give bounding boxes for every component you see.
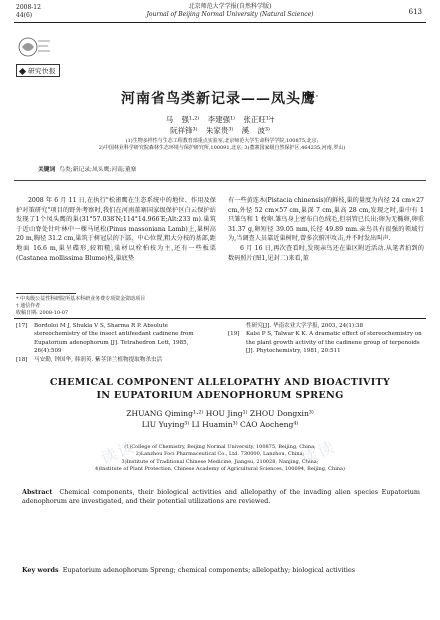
section-tag-label: 研究快报 (28, 67, 56, 75)
footnote-corresponding: † 通信作者 (16, 303, 41, 309)
section-divider (14, 318, 426, 319)
reference-number: [19] (228, 331, 240, 338)
diamond-icon (19, 67, 26, 74)
reference-number: [18] (16, 356, 28, 363)
reference-item (16, 322, 214, 356)
references-right (228, 322, 424, 356)
watermark: 读读 (98, 226, 139, 258)
authors-cn-line1: 马 强¹·²⁾ 李建强¹⁾ 张正旺¹⁾† (165, 115, 275, 124)
body-left-paragraph: 2008 年 6 月 11 日,在执行"松雀鹰在生态系统中的地位、作用及保护对策研究"项目的野外考察时,我们在河南董寨国家级保护区白云保护站发现了1个凤头鹰的巢(31°57.038′N;114°14.966′E;Alt:233 m).巢筑于近山脊处针叶林中一棵马尾松(Pinus massoniana Lamb)上,巢树高 20 m,胸径 31.2 cm,巢筑于树冠层的下部、中心位置,粗大分枝的基部,距地面 16.6 m,巢呈碟形,较粗糙,巢材以栓柏枝为主,还有一些板栗(Castanea mollissima Blume)枝,巢底垫 (16, 197, 216, 262)
title-en-line1: CHEMICAL COMPONENT ALLELOPATHY AND BIOACTIVITY (49, 377, 391, 388)
reference-text: Bordoloi M J, Shukla V S, Sharma R P. Absolute stereochemistry of the insect antifeedant cadinene from Eupatorium adenophorum [J]. Tetrahedron Lett, 1985, 26(4):509 (34, 323, 194, 355)
abstract-en (22, 488, 420, 506)
reference-item (228, 322, 424, 330)
journal-name-en: Journal of Beijing Normal University (Natural Science) (146, 11, 314, 18)
affiliation-en-3: 3)Institute of Traditional Chinese Medicine, Jiangsu, 210028, Nanjing, China; (121, 458, 319, 465)
header-volume: 44(6) (16, 12, 33, 19)
body-right-paragraph-2: 6 月 16 日,再次查看时,发现亲鸟还在巢区附近活动.从笔者拍到的数码照片(图1,见封二)来看,董 (228, 244, 424, 262)
journal-emblem-icon (16, 33, 54, 61)
authors-cn-line2: 阮祥锋³⁾ 朱家贵³⁾ 溪 波³⁾ (170, 126, 270, 135)
reference-item (16, 356, 214, 364)
authors-en-line2: LIU Yuying³⁾ LI Huamin³⁾ CAO Aocheng⁴⁾ (141, 420, 299, 429)
title-cn-text: 河南省鸟类新记录——凤头鹰 (120, 91, 316, 107)
keywords-cn (38, 166, 408, 175)
reference-text: Kalsi P S, Talwar K K. A dramatic effect of stereochemistry on the plant growth activity of the cadinene group of terpenoids [J]. Phytochemistry, 1981, 20:511 (246, 331, 422, 355)
watermark: 读读 (298, 436, 339, 468)
reference-item (228, 330, 424, 355)
affiliation-en-1: (1)College of Chemistry, Beijing Normal University, 100875, Beijing, China; (124, 444, 316, 450)
authors-cn (0, 114, 440, 136)
keywords-en (22, 566, 420, 575)
keywords-cn-label: 关键词 (38, 167, 56, 173)
keywords-en-label: Key words (22, 566, 59, 574)
watermark: 读读 (298, 226, 339, 258)
article-title-en (0, 376, 440, 402)
body-right-paragraph-1: 有一些黄连木(Pistacia chinensis)的鲜枝,巢的量度为内径 24 cm×27 cm,外径 52 cm×57 cm,巢深 7 cm,巢高 28 cm,发现之时,巢中有 1 只雏鸟和 1 枚卵.雏鸟身上密布白色绒毛,但羽管已长出;卵为无椭卵,卵重 31.37 g,卵短径 39.05 mm,长径 49.89 mm.亲鸟具有很强的领域行为,当调查人员靠近巢树时,曾多次俯冲攻击,并不时发出叫声. (228, 197, 424, 243)
page-number: 613 (408, 8, 422, 16)
header-divider (14, 22, 426, 23)
abstract-en-label: Abstract (22, 488, 53, 496)
references-left (16, 322, 214, 364)
title-cn-mark: * (315, 93, 320, 99)
keywords-cn-text: 鸟类;新记录;凤头鹰;河南;董寨 (59, 167, 137, 173)
article-title-cn (0, 88, 440, 108)
footnote-received: 收稿日期: 2008-10-07 (16, 310, 69, 316)
journal-name-cn: 北京师范大学学报(自然科学版) (188, 3, 272, 10)
reference-number: [17] (16, 323, 28, 329)
authors-en (0, 408, 440, 430)
affiliations-cn (22, 138, 422, 152)
header-journal (110, 3, 350, 19)
affiliation-cn-2: 2)中国林业科学研究院森林生态环境与保护研究所,100091,北京; 3)董寨国家级自然保护区,464235,河南,罗山) (98, 145, 346, 151)
header-date: 2008-12 (16, 4, 41, 11)
title-en-line2: IN EUPATORIUM ADENOPHORUM SPRENG (96, 390, 344, 401)
keywords-en-text: Eupatorium adenophorum Spreng; chemical components; allelopathy; biological activities (62, 566, 356, 574)
reference-text: 性研究[J]. 华南农业大学学报, 2003, 24(1):38 (246, 323, 364, 329)
authors-en-line1: ZHUANG Qiming¹·²⁾ HOU Jing¹⁾ ZHOU Dongxin³⁾ (126, 409, 314, 418)
watermark: 读读 (98, 436, 139, 468)
keyword-divider (14, 180, 426, 181)
reference-text: 马安勤, 钟国华, 韩润英. 紫茎泽兰植物提取物杀虫活 (34, 356, 163, 363)
footnote-funding: * 中央级公益性科研院所基本科研业务费专项资金资助项目 (16, 296, 146, 302)
affiliation-cn-1: (1)生物多样性与生态工程教育部重点实验室,北京师范大学生命科学学院,100875,北京; (125, 138, 319, 144)
affiliation-en-4: 4)Institute of Plant Protection, Chinese Academy of Agricultural Sciences, 100094, Beijing, China) (95, 466, 345, 473)
footnote-divider (16, 293, 76, 294)
affiliations-en (0, 444, 440, 474)
section-tag (16, 64, 60, 77)
affiliation-en-2: 2)Lanzhou Foci Pharmaceutical Co., Ltd. 730000, Lanzhou, China; (135, 451, 305, 458)
footnotes (16, 296, 216, 317)
reference-number (228, 322, 246, 330)
header-issue-info (16, 4, 41, 20)
abstract-en-text: Chemical components, their biological activities and allelopathy of the invading alien species Eupatorium adenophorum are investigated, and their potential utilizations are reviewed. (22, 488, 420, 506)
